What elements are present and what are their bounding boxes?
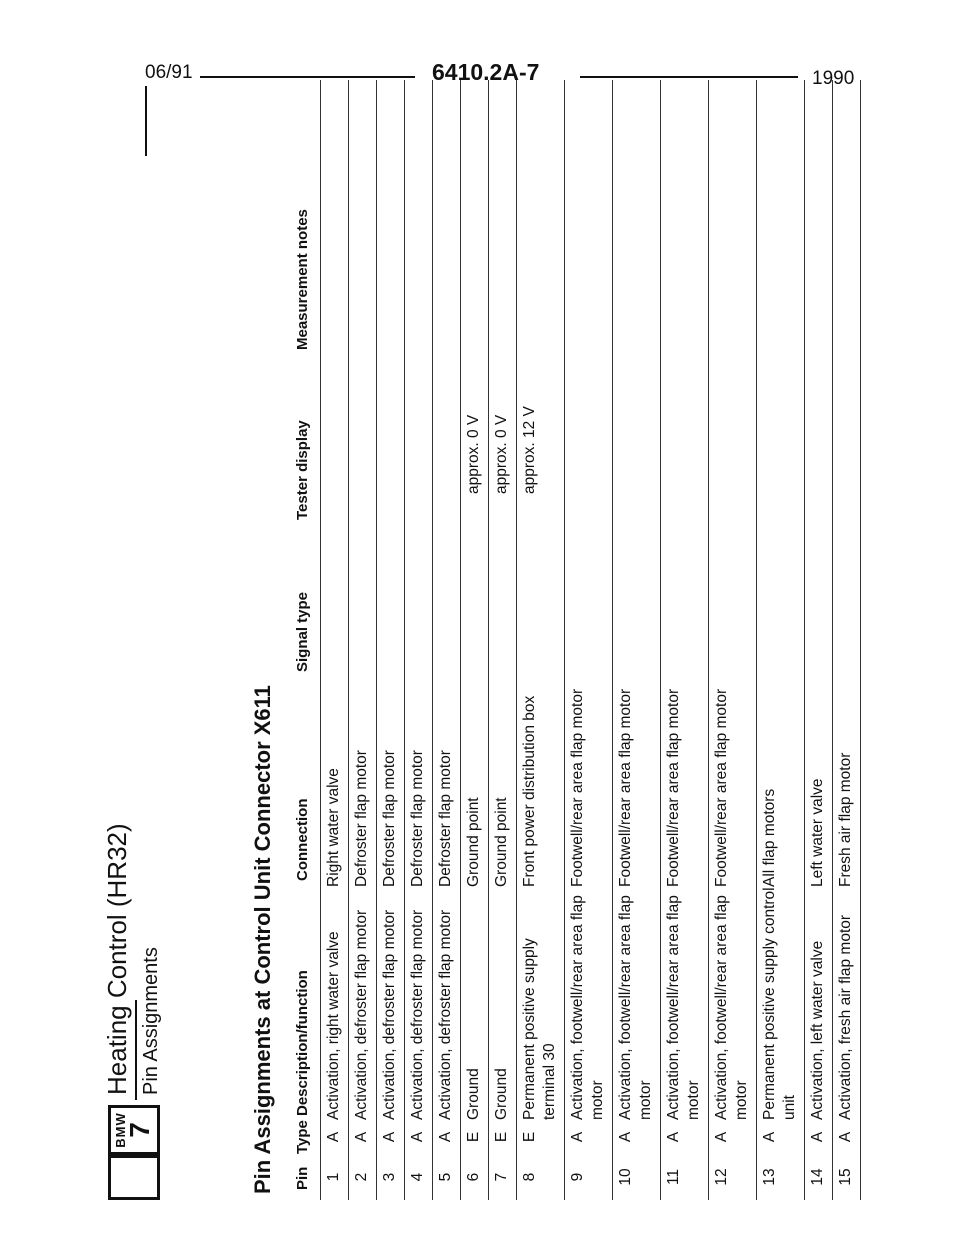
cell-type: A [381, 1131, 398, 1143]
cell-pin: 6 [465, 1172, 482, 1182]
table-row [405, 80, 433, 1200]
cell-connection: Footwell/rear area flap motor [665, 688, 682, 887]
section-title: Pin Assignments at Control Unit Connector X611 [250, 685, 275, 1194]
cell-pin: 15 [837, 1168, 854, 1186]
cell-type: A [761, 1131, 778, 1143]
cell-notes [805, 80, 833, 306]
table-row [433, 80, 461, 1200]
cell-notes [321, 80, 349, 306]
cell-description: Activation, footwell/rear area flap motor [569, 895, 606, 1120]
col-description: Description/function [294, 970, 311, 1116]
cell-pin: 4 [409, 1172, 426, 1182]
pin-table [320, 80, 861, 1200]
cell-signal [433, 494, 461, 642]
cell-pin: 5 [437, 1172, 454, 1182]
table-row [349, 80, 377, 1200]
cell-connection: Footwell/rear area flap motor [569, 688, 586, 887]
table-row [321, 80, 349, 1200]
cell-signal [661, 494, 709, 642]
manual-title: Heating Control (HR32) [102, 823, 132, 1095]
table-row [517, 80, 565, 1200]
cell-type: A [325, 1131, 342, 1143]
cell-connection: Footwell/rear area flap motor [713, 688, 730, 887]
cell-notes [489, 80, 517, 306]
cell-pin: 12 [713, 1168, 730, 1186]
col-pin: Pin [294, 1166, 311, 1190]
cell-notes [833, 80, 861, 306]
cell-notes [433, 80, 461, 306]
cell-pin: 9 [569, 1172, 586, 1182]
table-row [377, 80, 405, 1200]
cell-tester [613, 306, 661, 494]
logo-empty-box [108, 1155, 160, 1200]
cell-connection: Left water valve [809, 778, 826, 887]
cell-notes [661, 80, 709, 306]
table-row [661, 80, 709, 1200]
cell-connection: Footwell/rear area flap motor [617, 688, 634, 887]
cell-tester: approx. 0 V [493, 414, 510, 494]
cell-connection: Ground point [465, 797, 482, 887]
cell-pin: 8 [521, 1172, 538, 1182]
cell-description: Ground [493, 1068, 510, 1120]
cell-type: A [409, 1131, 426, 1143]
header-year: 1990 [812, 68, 855, 89]
cell-type: A [437, 1131, 454, 1143]
cell-notes [709, 80, 757, 306]
cell-notes [565, 80, 613, 306]
header-date: 06/91 [145, 62, 193, 83]
cell-pin: 7 [493, 1172, 510, 1182]
cell-tester [805, 306, 833, 494]
cell-description: Activation, defroster flap motor [353, 909, 370, 1120]
cell-tester [321, 306, 349, 494]
cell-tester [565, 306, 613, 494]
cell-signal [489, 494, 517, 642]
cell-description: Activation, fresh air flap motor [837, 914, 854, 1120]
cell-pin: 1 [325, 1172, 342, 1182]
cell-description: Permanent positive supply terminal 30 [521, 938, 558, 1120]
cell-tester [833, 306, 861, 494]
cell-tester [349, 306, 377, 494]
cell-type: A [809, 1131, 826, 1143]
cell-signal [517, 494, 565, 642]
cell-connection: Defroster flap motor [437, 750, 454, 887]
manual-subtitle: Pin Assignments [140, 947, 162, 1095]
col-type: Type [294, 1120, 311, 1154]
cell-signal [709, 494, 757, 642]
cell-type: A [569, 1131, 586, 1143]
rotated-page [102, 70, 854, 1200]
cell-signal [321, 494, 349, 642]
table-row [565, 80, 613, 1200]
cell-signal [805, 494, 833, 642]
cell-signal [565, 494, 613, 642]
table-row [709, 80, 757, 1200]
cell-description: Activation, defroster flap motor [409, 909, 426, 1120]
cell-pin: 14 [809, 1168, 826, 1186]
cell-tester: approx. 0 V [465, 414, 482, 494]
logo-brand: BMW [113, 1112, 128, 1148]
table-row [833, 80, 861, 1200]
table-row [613, 80, 661, 1200]
cell-description: Activation, footwell/rear area flap motor [665, 895, 702, 1120]
cell-description: Activation, defroster flap motor [381, 909, 398, 1120]
table-row [489, 80, 517, 1200]
cell-type: A [713, 1131, 730, 1143]
cell-signal [405, 494, 433, 642]
cell-notes [613, 80, 661, 306]
cell-signal [613, 494, 661, 642]
cell-pin: 11 [665, 1168, 682, 1186]
cell-notes [517, 80, 565, 306]
cell-description: Activation, footwell/rear area flap motor [617, 895, 654, 1120]
title-rule [135, 1000, 137, 1100]
cell-type: E [493, 1131, 510, 1143]
table-row [805, 80, 833, 1200]
cell-signal [349, 494, 377, 642]
cell-type: A [837, 1131, 854, 1143]
cell-pin: 13 [761, 1168, 778, 1186]
cell-notes [349, 80, 377, 306]
cell-type: E [465, 1131, 482, 1143]
cell-signal [833, 494, 861, 642]
cell-tester [377, 306, 405, 494]
cell-pin: 2 [353, 1172, 370, 1182]
cell-connection: Front power distribution box [521, 695, 538, 887]
logo-series: 7 [124, 1122, 155, 1138]
cell-signal [757, 494, 805, 642]
cell-type: A [353, 1131, 370, 1143]
bmw-logo [108, 1105, 160, 1155]
cell-connection: Fresh air flap motor [837, 752, 854, 887]
cell-type: E [521, 1131, 538, 1143]
cell-description: Permanent positive supply control unit [761, 887, 798, 1120]
col-connection: Connection [294, 798, 311, 881]
cell-signal [377, 494, 405, 642]
cell-notes [461, 80, 489, 306]
cell-connection: Defroster flap motor [409, 750, 426, 887]
header-doc-number: 6410.2A-7 [432, 59, 540, 85]
cell-description: Activation, right water valve [325, 931, 342, 1120]
cell-type: A [617, 1131, 634, 1143]
cell-connection: All flap motors [761, 788, 778, 887]
table-row [757, 80, 805, 1200]
cell-connection: Defroster flap motor [381, 750, 398, 887]
cell-description: Activation, footwell/rear area flap motor [713, 895, 750, 1120]
cell-tester [405, 306, 433, 494]
cell-description: Activation, defroster flap motor [437, 909, 454, 1120]
cell-description: Activation, left water valve [809, 940, 826, 1120]
cell-description: Ground [465, 1068, 482, 1120]
cell-connection: Right water valve [325, 768, 342, 887]
col-tester-display: Tester display [294, 420, 311, 520]
cell-tester [757, 306, 805, 494]
cell-connection: Defroster flap motor [353, 750, 370, 887]
cell-pin: 3 [381, 1172, 398, 1182]
cell-signal [461, 494, 489, 642]
col-signal-type: Signal type [294, 591, 311, 672]
cell-tester [433, 306, 461, 494]
cell-connection: Ground point [493, 797, 510, 887]
cell-type: A [665, 1131, 682, 1143]
cell-notes [405, 80, 433, 306]
cell-tester [661, 306, 709, 494]
cell-tester [709, 306, 757, 494]
col-measurement-notes: Measurement notes [294, 209, 311, 350]
cell-tester: approx. 12 V [521, 406, 538, 494]
cell-pin: 10 [617, 1168, 634, 1186]
cell-notes [377, 80, 405, 306]
cell-notes [757, 80, 805, 306]
table-row [461, 80, 489, 1200]
